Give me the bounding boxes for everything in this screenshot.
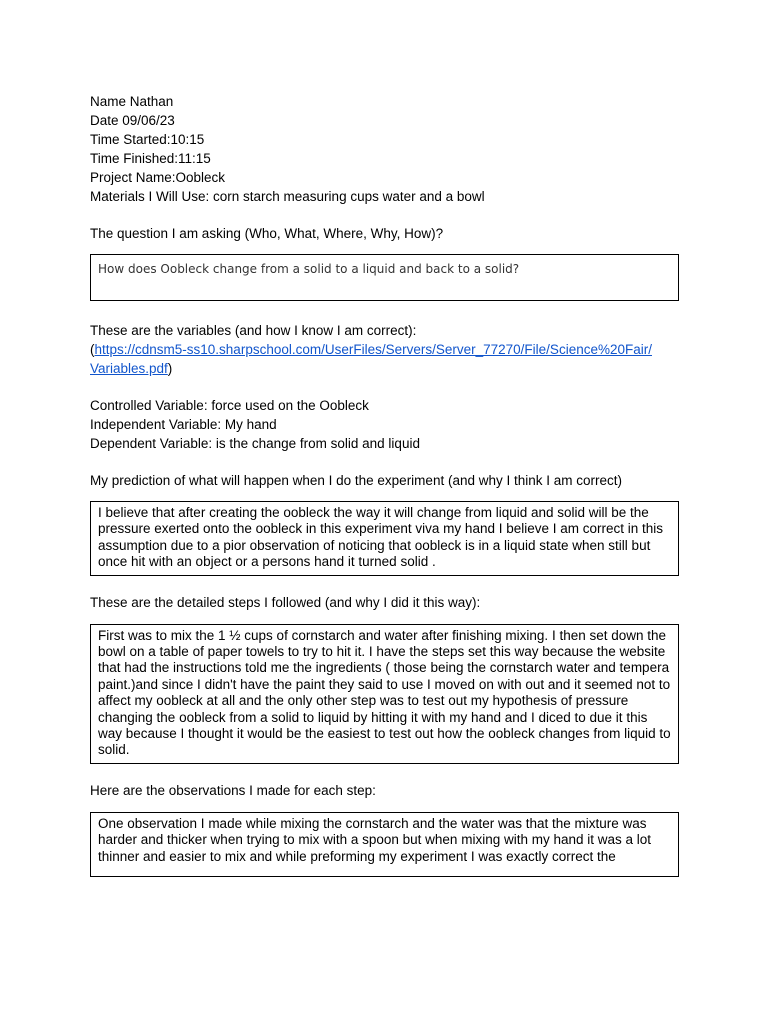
paren-close: ) xyxy=(167,361,173,376)
steps-answer-box[interactable] xyxy=(90,624,679,764)
question-answer-text: How does Oobleck change from a solid to a liquid and back to a solid? xyxy=(98,262,520,276)
spacer xyxy=(90,301,679,321)
date-line: Date 09/06/23 xyxy=(90,113,175,128)
steps-prompt: These are the detailed steps I followed (and why I did it this way): xyxy=(90,594,481,610)
variables-heading: These are the variables (and how I know I am correct): xyxy=(90,323,417,338)
prediction-prompt: My prediction of what will happen when I do the experiment (and why I think I am correct) xyxy=(90,473,623,488)
spacer xyxy=(90,378,679,396)
spacer xyxy=(90,453,679,471)
time-finished: Time Finished:11:15 xyxy=(90,151,211,166)
variables-link-line xyxy=(90,340,679,359)
science-fair-worksheet xyxy=(90,92,679,877)
prediction-answer-box[interactable] xyxy=(90,501,679,576)
paren-open: ( xyxy=(90,342,95,357)
steps-answer-text: First was to mix the 1 ½ cups of cornstarch and water after finishing mixing. I then set down the bowl on a table of paper towels to try to hit it. I have the steps set this way because the website that had the instructions told me the ingredients ( those being the cornstarch water and tempera paint.)and since I didn't have the paint they said to use I moved on with out and it seemed not to affect my oobleck at all and the only other step was to test out my hypothesis of pressure changing the oobleck from a solid to liquid by hitting it with my hand and I diced to due it this way because I thought it would be the easiest to test out how the oobleck changes from liquid to solid. xyxy=(98,627,671,758)
dependent-variable: Dependent Variable: is the change from solid and liquid xyxy=(90,436,420,451)
variables-link[interactable]: https://cdnsm5-ss10.sharpschool.com/UserFiles/Servers/Server_77270/File/Science%20Fair/ xyxy=(94,342,652,357)
controlled-variable: Controlled Variable: force used on the Oobleck xyxy=(90,398,369,413)
time-started: Time Started:10:15 xyxy=(90,132,205,147)
spacer xyxy=(90,206,679,224)
project-name: Project Name:Oobleck xyxy=(90,170,226,185)
question-prompt: The question I am asking (Who, What, Where, Why, How)? xyxy=(90,226,444,241)
observations-answer-text: One observation I made while mixing the cornstarch and the water was that the mixture was harder and thicker when trying to mix with a spoon but when mixing with my hand it was a lot thinner and easier to mix and while preforming my experiment I was exactly correct the xyxy=(98,815,652,864)
question-answer-box[interactable] xyxy=(90,254,679,301)
variables-link-line-2 xyxy=(90,359,679,378)
observations-prompt: Here are the observations I made for each step: xyxy=(90,782,376,798)
spacer xyxy=(90,764,679,781)
prediction-answer-text: I believe that after creating the oobleck the way it will change from liquid and solid will be the pressure exerted onto the oobleck in this experiment viva my hand I believe I am correct in this assumption due to a pior observation of noticing that oobleck is in a liquid state when still but once hit with an object or a persons hand it turned solid . xyxy=(98,505,664,570)
materials-line: Materials I Will Use: corn starch measuring cups water and a bowl xyxy=(90,189,485,204)
student-name: Name Nathan xyxy=(90,94,174,109)
observations-answer-box[interactable] xyxy=(90,812,679,877)
spacer xyxy=(90,576,679,593)
independent-variable: Independent Variable: My hand xyxy=(90,417,277,432)
variables-link-continued[interactable]: Variables.pdf xyxy=(90,361,168,376)
